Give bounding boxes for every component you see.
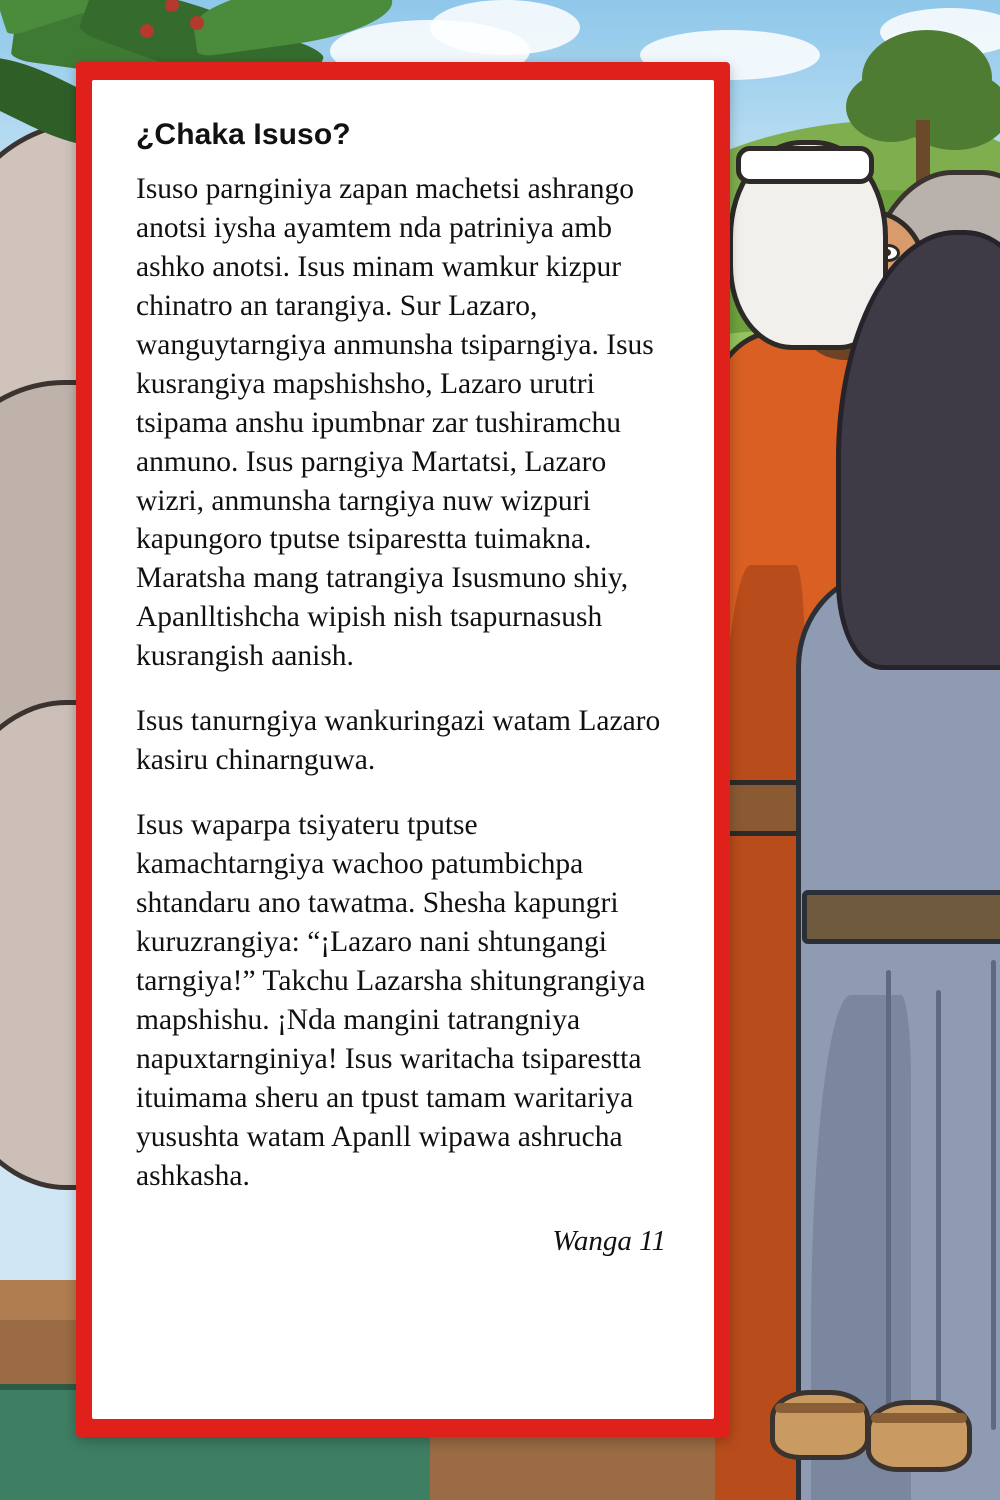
sandal	[770, 1390, 870, 1460]
sandal-strap	[871, 1413, 967, 1423]
scripture-reference: Wanga 11	[552, 1225, 666, 1258]
sandal-strap	[775, 1403, 865, 1413]
berry	[140, 24, 154, 38]
belt	[802, 890, 1000, 944]
cloud	[430, 0, 580, 55]
body-paragraph: Isuso parnginiya zapan machetsi ashrango anotsi iysha ayamtem nda patriniya amb ashko anotsi. Isus minam wamkur kizpur chinatro an tarangiya. Sur Lazaro, wanguytarngiya anmunsha tsiparngiya. Isus kusrangiya mapshishsho, Lazaro urutri tsipama anshu ipumbnar zar tushiramchu anmuno. Isus parngiya Martatsi, Lazaro wizri, anmunsha tarngiya nuw wizpuri kapungoro tputse tsiparestta tuimakna. Maratsha mang tatrangiya Isusmuno shiy, Apanlltishcha wipish nish tsapurnasush kusrangish aanish.	[136, 173, 654, 673]
text-card	[92, 80, 714, 1419]
cloth-fold	[936, 990, 941, 1430]
cloak-hood	[836, 230, 1000, 670]
body-paragraph: Isus waparpa tsiyateru tputse kamachtarngiya wachoo patumbichpa shtandaru ano tawatma. Shesha kapungri kuruzrangiya: “¡Lazaro nani shtungangi tarngiya!” Takchu Lazarsha shitungrangiya mapshishu. ¡Nda mangini tatrangniya napuxtarnginiya! Isus waritacha tsiparestta ituimama sheru an tpust tamam waritariya yusushta watam Apanll wipawa ashrucha ashkasha.	[136, 809, 646, 1192]
cloak-body	[796, 570, 1000, 1500]
headband	[736, 146, 874, 184]
berry	[190, 16, 204, 30]
page-title: ¿Chaka Isuso?	[136, 118, 351, 151]
cloth-fold	[886, 970, 891, 1450]
body-paragraph: Isus tanurngiya wankuringazi watam Lazaro kasiru chinarnguwa.	[136, 705, 661, 777]
cloth-fold	[991, 960, 996, 1430]
sandal	[866, 1400, 972, 1472]
woman-in-grey-cloak	[806, 230, 1000, 1500]
